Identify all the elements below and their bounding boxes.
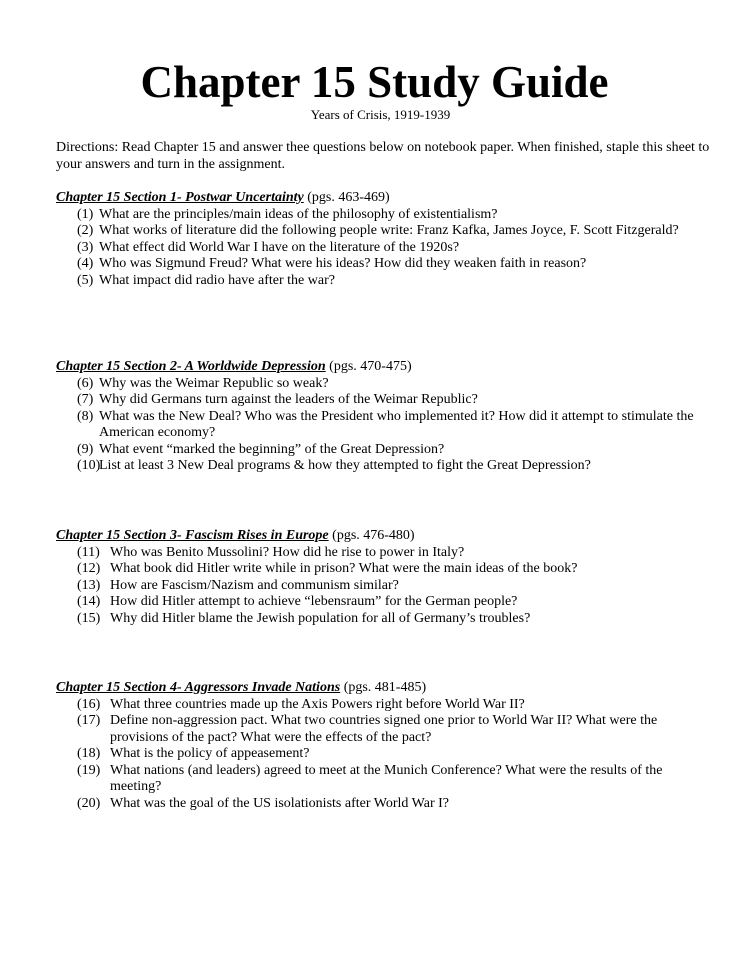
section-4: [56, 680, 716, 812]
section-pages: (pgs. 481-485): [340, 680, 427, 695]
question-text: List at least 3 New Deal programs & how they attempted to fight the Great Depression?: [99, 458, 591, 473]
question-number: (9): [77, 441, 94, 457]
question-text: What works of literature did the following people write: Franz Kafka, James Joyce, F. Scott Fitzgerald?: [99, 223, 679, 238]
question-number: (19): [77, 762, 101, 778]
section-heading: [56, 528, 716, 545]
question-item: [56, 409, 716, 442]
question-text: What was the New Deal? Who was the President who implemented it? How did it attempt to stimulate the American economy?: [99, 408, 694, 440]
section-pages: (pgs. 470-475): [325, 359, 412, 374]
question-text: What three countries made up the Axis Powers right before World War II?: [110, 696, 525, 712]
question-item: [56, 746, 716, 763]
question-text: What nations (and leaders) agreed to meet at the Munich Conference? What were the results of the meeting?: [110, 762, 663, 794]
question-item: [56, 240, 716, 257]
section-pages: (pgs. 463-469): [303, 190, 390, 205]
question-text: What book did Hitler write while in prison? What were the main ideas of the book?: [110, 561, 578, 576]
page-title: Chapter 15 Study Guide: [140, 57, 609, 107]
question-number: (2): [77, 223, 94, 238]
section-heading: [56, 190, 716, 207]
question-number: (1): [77, 206, 94, 222]
question-number: (15): [77, 610, 101, 626]
question-number: (5): [77, 272, 94, 288]
question-text: Define non-aggression pact. What two countries signed one prior to World War II? What were the provisions of the pact? What were the effects of the pact?: [110, 713, 658, 745]
question-item: [56, 256, 716, 273]
question-text: What is the policy of appeasement?: [110, 746, 310, 761]
question-text: What event “marked the beginning” of the Great Depression?: [99, 441, 445, 457]
question-number: (17): [77, 713, 101, 728]
question-number: (6): [77, 375, 94, 391]
question-text: How did Hitler attempt to achieve “lebensraum” for the German people?: [110, 594, 518, 609]
question-item: [56, 713, 716, 746]
question-text: What effect did World War I have on the literature of the 1920s?: [99, 239, 460, 255]
question-text: What was the goal of the US isolationists after World War I?: [110, 795, 449, 811]
question-number: (18): [77, 746, 101, 761]
question-number: (20): [77, 795, 101, 811]
question-item: [56, 697, 716, 714]
question-text: Who was Benito Mussolini? How did he rise to power in Italy?: [110, 544, 465, 560]
question-number: (4): [77, 256, 94, 271]
question-text: What are the principles/main ideas of the philosophy of existentialism?: [99, 206, 498, 222]
question-number: (12): [77, 561, 101, 576]
question-item: [56, 578, 716, 595]
section-1: [56, 190, 716, 289]
question-number: (3): [77, 239, 94, 255]
section-title: Chapter 15 Section 4- Aggressors Invade Nations: [56, 680, 341, 695]
section-title: Chapter 15 Section 1- Postwar Uncertainty: [56, 190, 304, 205]
section-3: [56, 528, 716, 627]
section-pages: (pgs. 476-480): [328, 528, 415, 543]
question-item: [56, 763, 716, 796]
question-text: Why was the Weimar Republic so weak?: [99, 375, 329, 391]
question-item: [56, 392, 716, 409]
question-text: Why did Germans turn against the leaders of the Weimar Republic?: [99, 392, 478, 407]
page-subtitle: Years of Crisis, 1919-1939: [310, 107, 451, 122]
directions-text: Directions: Read Chapter 15 and answer thee questions below on notebook paper. When finished, staple this sheet to your answers and turn in the assignment.: [56, 140, 710, 172]
question-number: (7): [77, 392, 94, 407]
question-number: (11): [77, 544, 100, 560]
question-item: [56, 796, 716, 813]
question-item: [56, 594, 716, 611]
question-item: [56, 376, 716, 393]
question-item: [56, 442, 716, 459]
section-title: Chapter 15 Section 2- A Worldwide Depression: [56, 359, 326, 374]
section-title: Chapter 15 Section 3- Fascism Rises in Europe: [56, 528, 329, 543]
question-text: Who was Sigmund Freud? What were his ideas? How did they weaken faith in reason?: [99, 256, 587, 271]
question-item: [56, 611, 716, 628]
question-text: What impact did radio have after the war?: [99, 272, 335, 288]
section-heading: [56, 680, 716, 697]
section-2: [56, 359, 716, 475]
question-number: (13): [77, 577, 101, 593]
question-item: [56, 207, 716, 224]
question-item: [56, 223, 716, 240]
question-item: [56, 561, 716, 578]
question-item: [56, 545, 716, 562]
question-item: [56, 273, 716, 290]
question-text: Why did Hitler blame the Jewish population for all of Germany’s troubles?: [110, 610, 531, 626]
question-number: (10): [77, 458, 101, 473]
question-number: (16): [77, 696, 101, 712]
question-text: How are Fascism/Nazism and communism similar?: [110, 577, 399, 593]
question-item: [56, 458, 716, 475]
question-number: (14): [77, 594, 101, 609]
question-number: (8): [77, 408, 94, 424]
section-heading: [56, 359, 716, 376]
